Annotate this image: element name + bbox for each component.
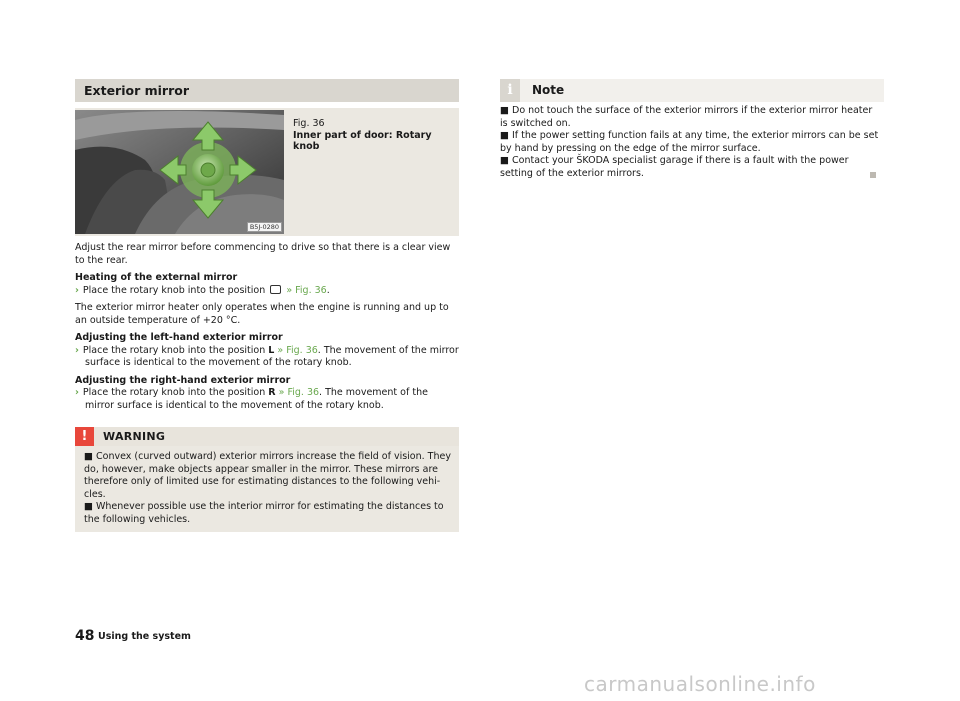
rotary-knob-photo [75,110,284,234]
footer-title: Using the system [98,631,191,642]
step-chevron-icon: › [75,344,79,356]
right-step-text: Place the rotary knob into the position [82,387,269,398]
warning-box [75,427,459,532]
position-r-symbol: R [268,387,276,398]
right-step-end: . The movement of the mirror surface is identical to the movement of the rotary knob. [85,387,428,411]
note-strip [520,79,884,102]
section-title: Exterior mirror [84,83,189,98]
figure-box [75,108,459,236]
section-end-mark [870,172,876,178]
figure-caption: Inner part of door: Rotary knob [293,130,432,152]
note-item: ■ Contact your ŠKODA specialist garage if there is a fault with the power setting of the exterior mirrors. [500,155,849,179]
fig-reference-link[interactable]: » Fig. 36 [277,344,318,356]
heating-step [75,285,459,298]
figure-number: Fig. 36 [293,118,325,129]
body-text [75,242,459,412]
section-header [75,79,459,102]
heating-note: The exterior mirror heater only operates when the engine is running and up to an outside temperature of +20 °C. [75,302,449,326]
mirror-heater-symbol-icon [270,285,281,294]
left-step-end: . The movement of the mirror surface is identical to the movement of the rotary knob. [85,344,459,368]
note-text [500,105,880,180]
left-step [75,345,459,370]
warning-exclamation-icon: ! [75,427,94,446]
warning-header [75,427,459,446]
fig-reference-link[interactable]: » Fig. 36 [278,387,320,398]
step-chevron-icon: › [75,387,79,398]
info-icon: i [500,79,520,102]
left-step-text: Place the rotary knob into the position [82,344,269,356]
step-chevron-icon: › [75,284,79,296]
note-item: ■ Do not touch the surface of the exterior mirrors if the exterior mirror heater is switched on. [500,105,873,129]
heating-heading: Heating of the external mirror [75,272,238,283]
heating-step-text: Place the rotary knob into the position [82,284,269,296]
right-step [75,387,459,412]
warning-item: ■ Convex (curved outward) exterior mirrors increase the field of vision. They do, however, make objects appear smaller in the mirror. These mirrors are therefore only of limited use for estimating distances to the following vehi-cles. [84,451,451,500]
note-item: ■ If the power setting function fails at any time, the exterior mirrors can be set by hand by pressing on the edge of the mirror surface. [500,130,879,154]
page-number: 48 [75,628,95,644]
heating-step-end: . [326,284,330,296]
right-heading: Adjusting the right-hand exterior mirror [75,374,291,386]
note-label: Note [532,83,565,97]
intro-paragraph: Adjust the rear mirror before commencing to drive so that there is a clear view to the rear. [75,242,451,266]
warning-label: WARNING [103,430,166,443]
fig-reference-link[interactable]: » Fig. 36 [286,284,327,296]
warning-item: ■ Whenever possible use the interior mirror for estimating the distances to the following vehicles. [84,501,444,525]
position-l-symbol: L [268,344,275,356]
left-heading: Adjusting the left-hand exterior mirror [75,332,283,343]
warning-text [84,451,452,526]
figure-code: B5J-0280 [247,222,282,232]
watermark: carmanualsonline.info [584,672,816,696]
note-header [500,79,884,102]
